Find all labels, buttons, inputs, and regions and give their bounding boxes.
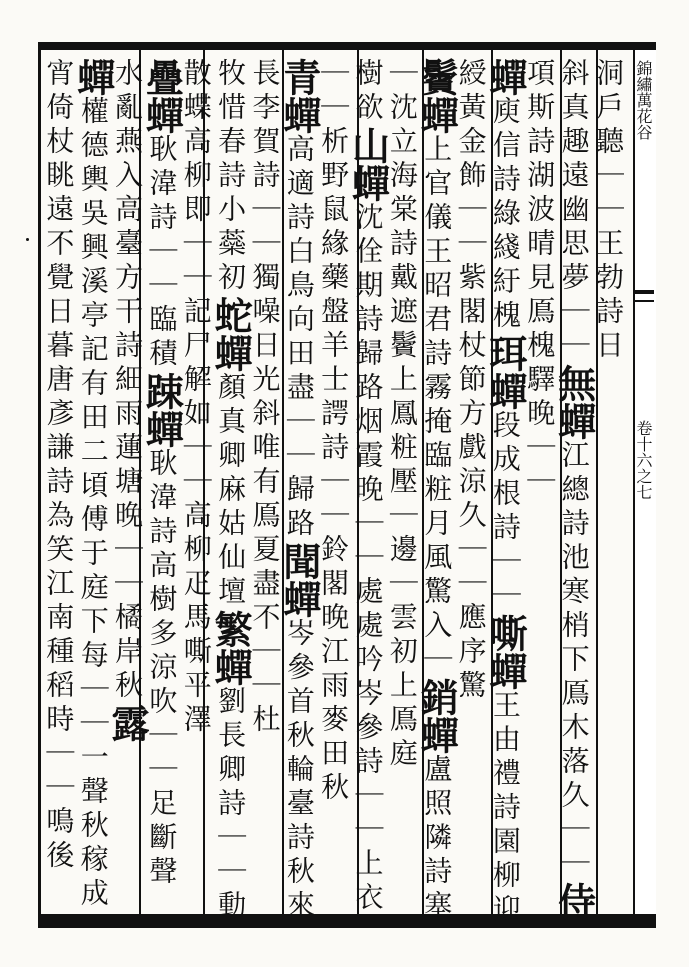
headword-char: 蟬 [276,580,322,618]
margin-book-title: 錦繡萬花谷 [634,60,653,140]
text-run: 洞戶聽｜｜王勃詩日 [591,58,625,364]
text-run: 方干詩細雨蓮塘晚｜｜橘岸秋 [111,262,145,704]
headword-char: 疊 [139,58,185,96]
headword-char: 蛇 [208,296,254,334]
top-border-bar [38,42,656,50]
text-run: 耿湋詩高樹多涼吹｜｜足斷聲 [145,448,179,890]
text-column [345,58,391,916]
text-column [70,58,116,912]
fishtail-mark-line [633,300,654,302]
text-column [385,58,421,910]
headword-char: 蟬 [208,334,254,372]
headword-char: 嘶 [482,614,528,652]
text-column [179,58,214,910]
headword-char: 蟬 [276,96,322,134]
text-column [139,58,185,910]
text-run: 顏真卿麻姑仙壇 [214,372,248,610]
text-run: 牧惜春詩小蘂初 [214,58,248,296]
text-column [523,58,558,910]
text-column [591,58,627,910]
text-run: 沈佺期詩歸路烟霞晚｜｜處處吟岑參詩｜｜上衣 [351,202,385,916]
headword-char: 蟬 [70,58,116,96]
text-run: 上官儀王昭君詩霧掩臨粧月風驚入｜ [420,134,454,678]
text-column [454,58,489,910]
text-run: 紫閣杖節方戲 [454,262,488,466]
text-run: 高適詩白鳥向田盡｜｜歸路 [282,134,316,542]
headword-char: 蟬 [139,96,185,134]
headword-char: 山 [345,126,391,164]
text-run: ｜沈立海棠詩戴遮鬢上鳳粧壓｜邊｜雲初上鳫庭 [385,58,419,772]
fishtail-mark [633,290,654,294]
headword-char: 銷 [414,678,460,716]
text-run: 江總詩池寒梢下鳫木落久｜｜ [557,440,591,882]
headword-char: 蟬 [414,716,460,754]
headword-char: 露 [105,704,151,742]
text-run: 段成根詩｜｜ [488,410,522,614]
headword-char: 侍 [551,882,597,920]
headword-char: 聞 [276,542,322,580]
text-run: 劉長卿詩｜｜動 [214,686,248,924]
headword-char: 珥 [482,334,528,372]
text-run: 耿湋詩｜｜臨積 [145,134,179,372]
text-run: 綬黃金飾｜｜ [454,58,488,262]
text-run: 記尸解如｜｜ [179,296,213,500]
text-column [276,58,322,924]
text-column [42,58,77,910]
headword-char: 蟬 [345,164,391,202]
headword-char: 青 [276,58,322,96]
headword-char: 蟬 [482,372,528,410]
text-column [317,58,352,910]
text-column [482,58,528,928]
text-run: 長李賀詩｜｜獨噪日光斜 [248,58,282,432]
text-column [551,58,597,920]
headword-char: 蟬 [482,652,528,690]
text-column [248,58,283,910]
text-run: ｜｜析野鼠緣藥盤羊士諤詩｜｜鈴閣晚江雨麥田秋 [317,58,351,806]
text-run: 盧照隣詩塞 [420,754,454,924]
headword-char: 無 [551,364,597,402]
text-run: 王由禮詩園柳迎 [488,690,522,928]
ink-speck [26,238,29,241]
text-run: 宵倚杖眺遠不覺日暮唐彥謙詩為笑江南種稻時｜｜鳴後 [42,58,76,874]
text-run: 水亂燕入高臺 [111,58,145,262]
text-run: 高柳疋馬嘶平澤 [179,500,213,738]
text-run: 樹欲 [351,58,385,126]
headword-char: 繁 [208,610,254,648]
text-run: 庾信詩綠綫紆槐 [488,96,522,334]
text-run: 散蝶高柳即｜｜ [179,58,213,296]
text-run: 項斯詩湖波晴見鳫槐驛晚｜｜ [523,58,557,500]
text-run: 岑參首秋輪臺詩秋來 [282,618,316,924]
text-run: 涼久｜｜應序驚 [454,466,488,704]
text-column [414,58,460,924]
headword-char: 踈 [139,372,185,410]
headword-char: 蟬 [482,58,528,96]
volume-label: 卷十六之七 [634,420,653,500]
text-run: 唯有鳫夏盡不｜｜杜 [248,432,282,738]
headword-char: 蟬 [551,402,597,440]
text-column [208,58,254,924]
text-column [105,58,151,910]
headword-char: 鬢 [414,58,460,96]
headword-char: 蟬 [414,96,460,134]
headword-char: 蟬 [208,648,254,686]
text-run: 斜真趣遠幽思夢｜｜ [557,58,591,364]
text-run: 權德輿吳興溪亭記有田二頃傅于庭下每｜｜一聲秋稼成 [76,96,110,912]
headword-char: 蟬 [139,410,185,448]
